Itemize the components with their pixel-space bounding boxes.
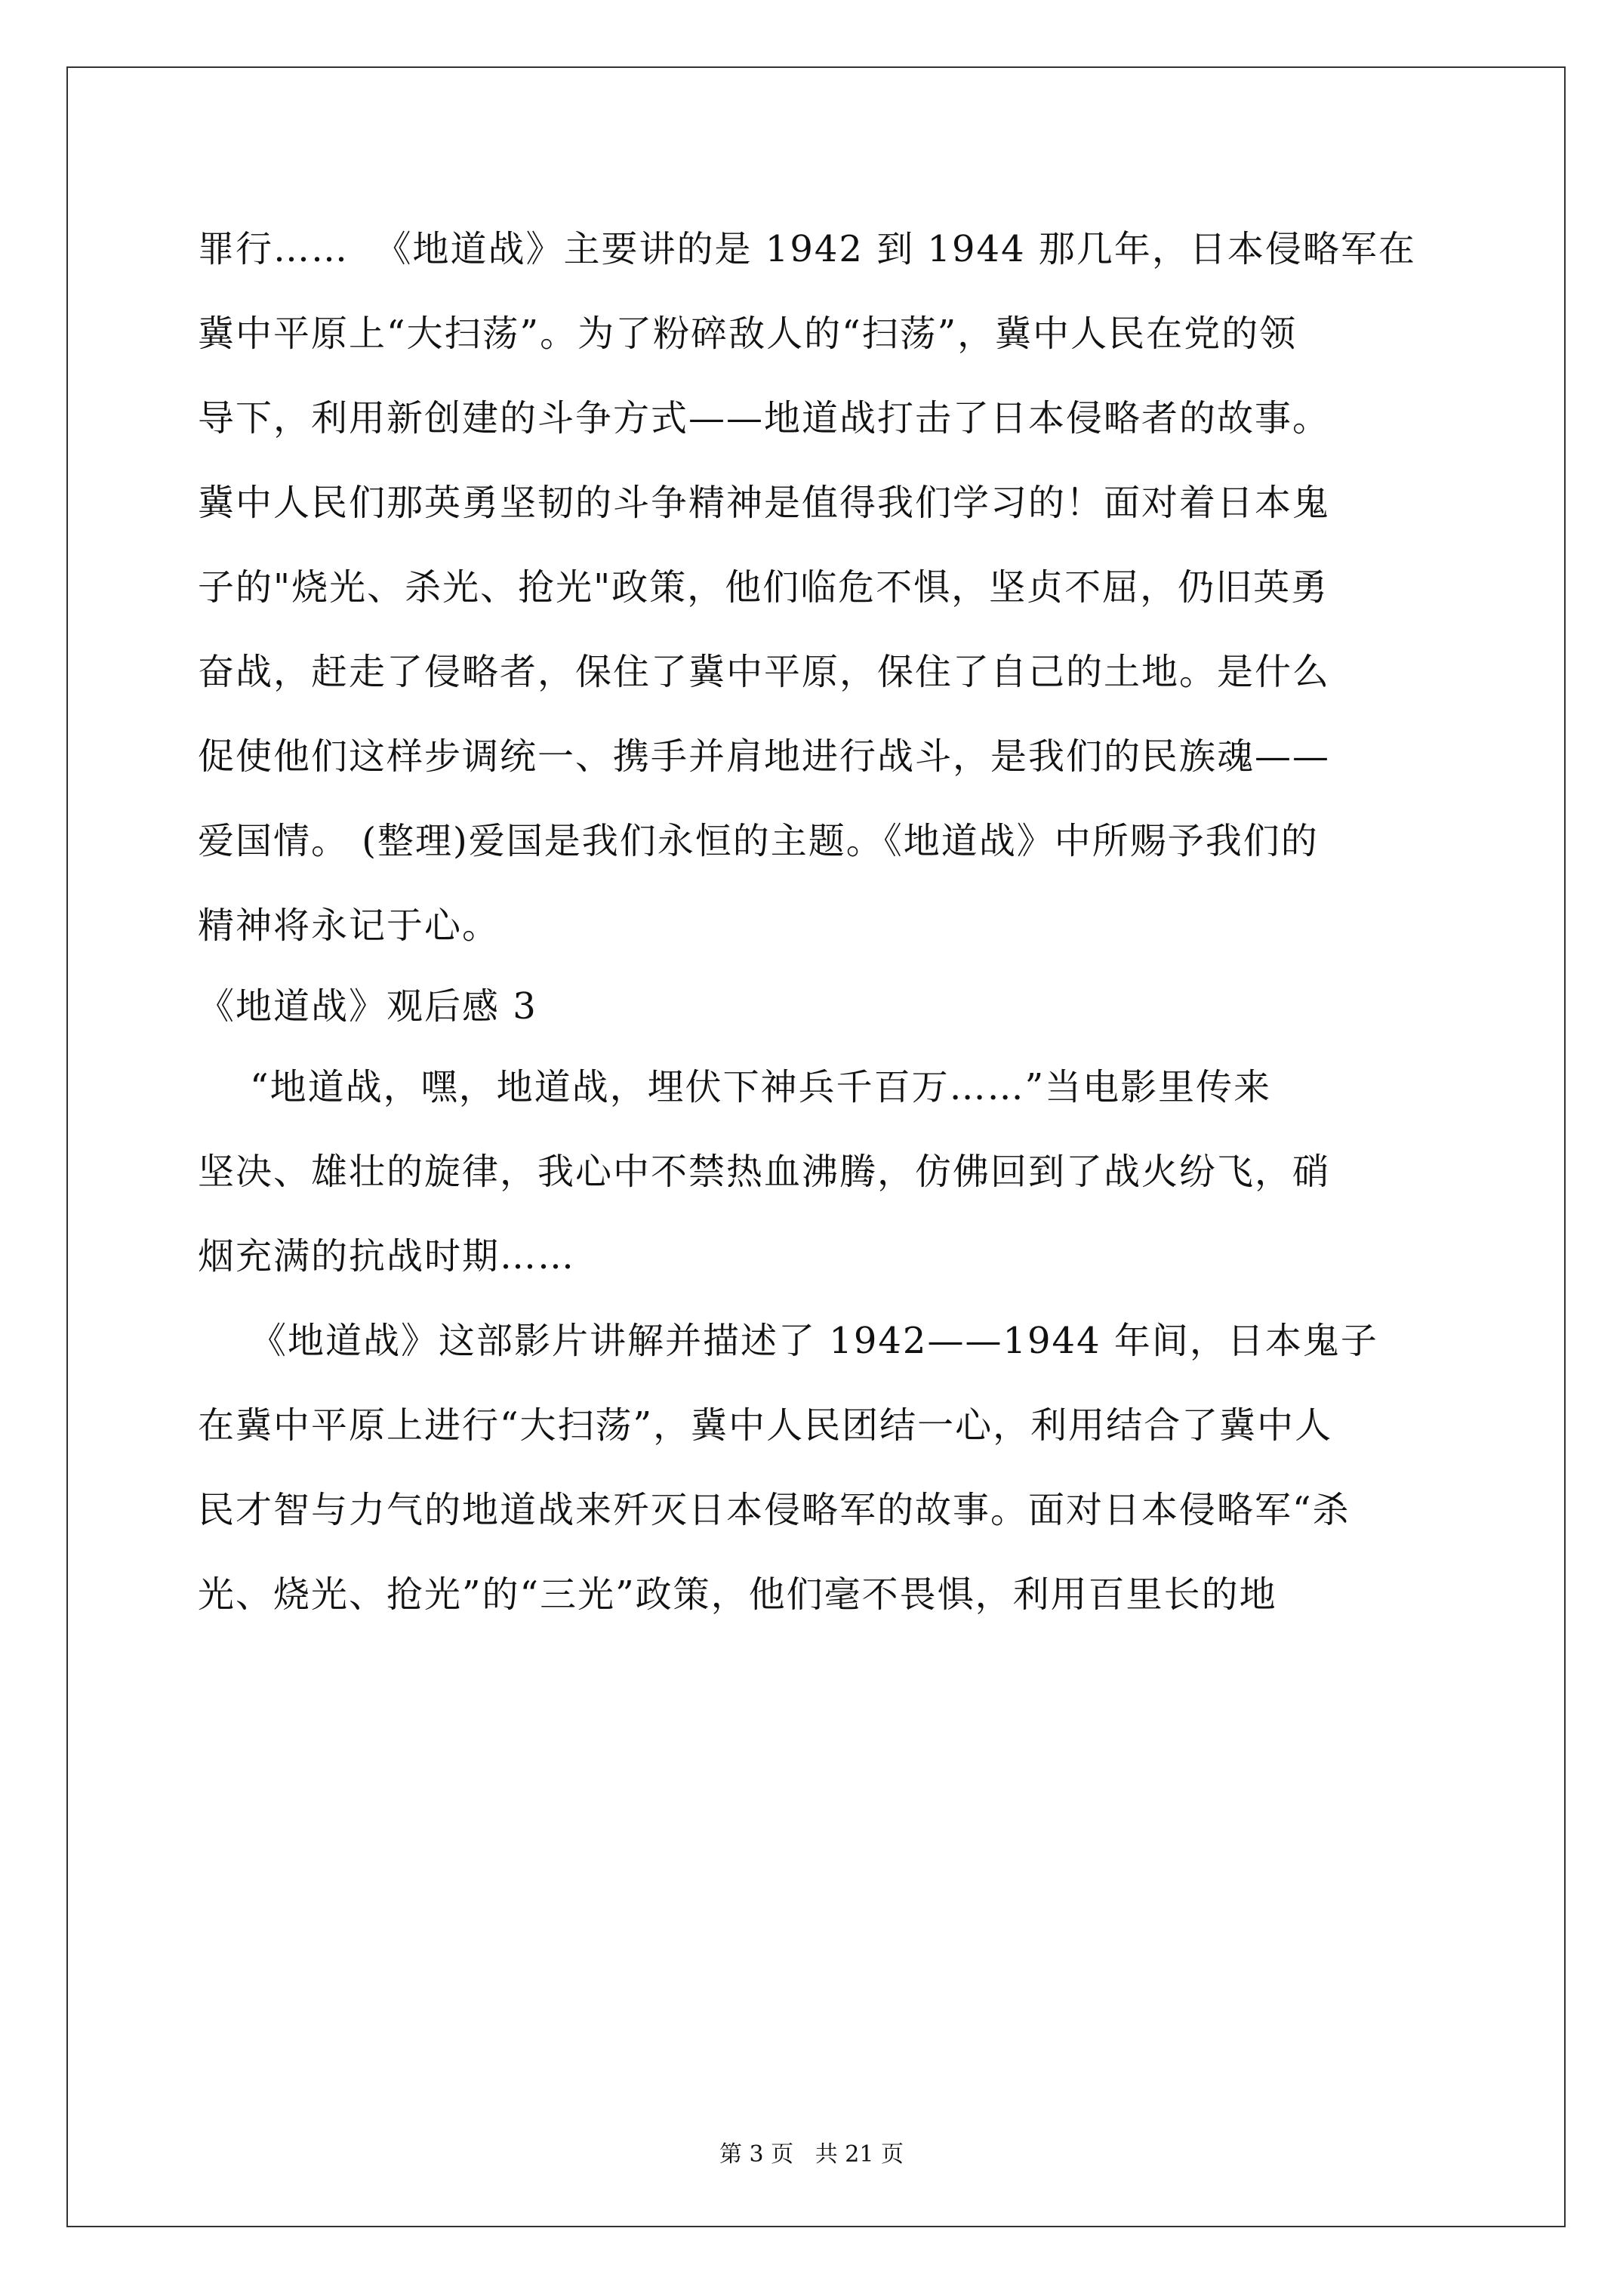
text-line-2: 冀中平原上“大扫荡”。为了粉碎敌人的“扫荡”，冀中人民在党的领: [198, 313, 1298, 355]
text-line-12: 坚决、雄壮的旋律，我心中不禁热血沸腾，仿佛回到了战火纷飞，硝: [198, 1151, 1331, 1193]
text-line-13: 烟充满的抗战时期……: [198, 1235, 576, 1277]
text-line-7: 促使他们这样步调统一、携手并肩地进行战斗，是我们的民族魂——: [198, 735, 1331, 778]
text-line-6: 奋战，赶走了侵略者，保住了冀中平原，保住了自己的土地。是什么: [198, 651, 1331, 693]
text-line-15: 在冀中平原上进行“大扫荡”，冀中人民团结一心，利用结合了冀中人: [198, 1404, 1333, 1447]
page-border: [66, 66, 1566, 2227]
text-line-8: 爱国情。 (整理)爱国是我们永恒的主题。《地道战》中所赐予我们的: [198, 820, 1319, 862]
page-number-footer: 第 3 页 共 21 页: [719, 2141, 904, 2168]
text-line-9: 精神将永记于心。: [198, 905, 500, 947]
text-line-4: 冀中人民们那英勇坚韧的斗争精神是值得我们学习的！面对着日本鬼: [198, 482, 1331, 524]
text-line-1: 罪行…… 《地道战》主要讲的是 1942 到 1944 那几年，日本侵略军在: [198, 228, 1416, 270]
text-line-11: “地道战，嘿，地道战，埋伏下神兵千百万……”当电影里传来: [198, 1066, 1272, 1108]
text-line-16: 民才智与力气的地道战来歼灭日本侵略军的故事。面对日本侵略军“杀: [198, 1489, 1350, 1531]
section-heading: 《地道战》观后感 3: [198, 985, 537, 1028]
text-line-17: 光、烧光、抢光”的“三光”政策，他们毫不畏惧，利用百里长的地: [198, 1573, 1277, 1616]
text-line-14: 《地道战》这部影片讲解并描述了 1942——1944 年间，日本鬼子: [198, 1320, 1378, 1362]
text-line-5: 子的"烧光、杀光、抢光"政策，他们临危不惧，坚贞不屈，仍旧英勇: [198, 566, 1329, 609]
text-line-3: 导下，利用新创建的斗争方式——地道战打击了日本侵略者的故事。: [198, 397, 1331, 439]
